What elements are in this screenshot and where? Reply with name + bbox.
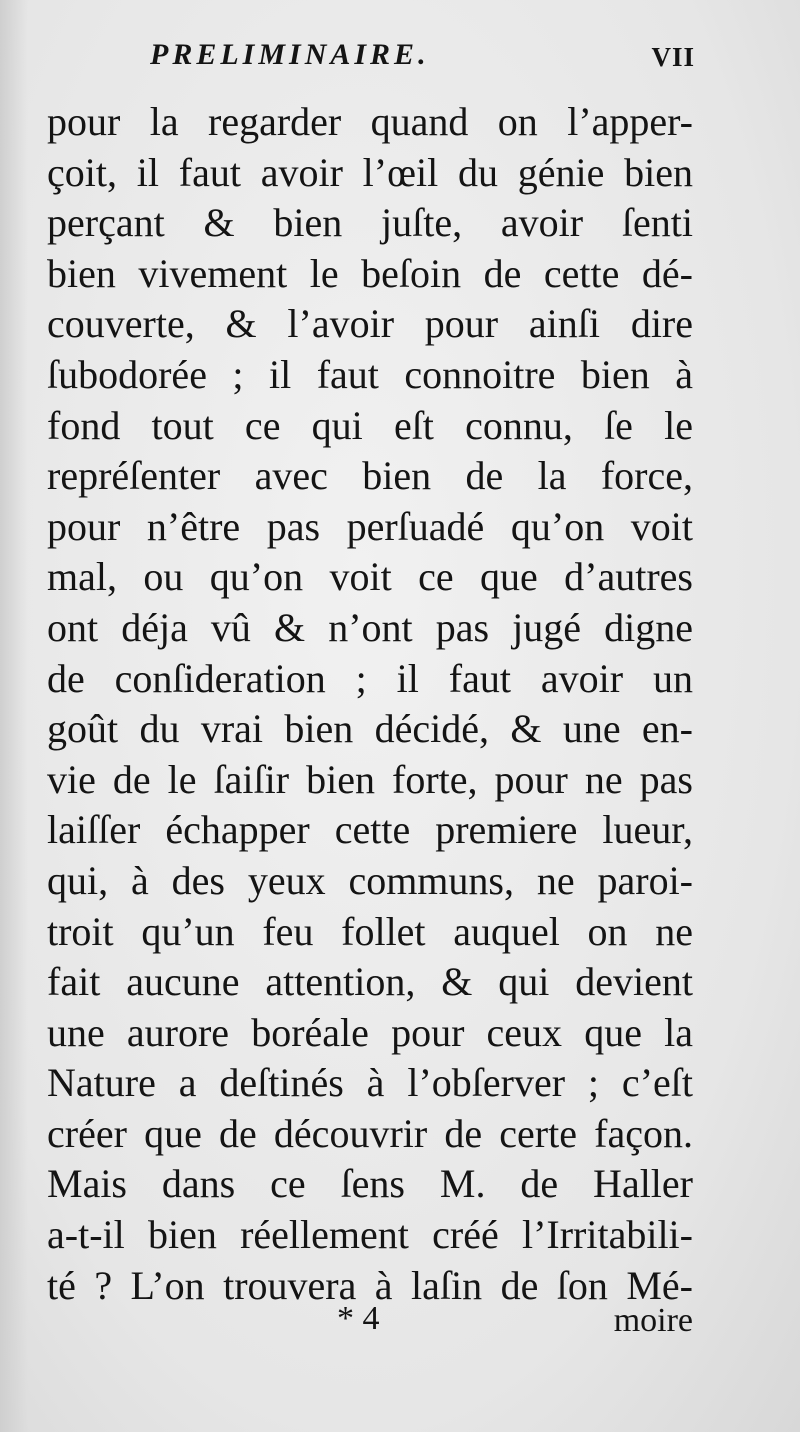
text-line: té ? L’on trouvera à laſin de ſon Mé-	[47, 1262, 693, 1308]
text-line: couverte, & l’avoir pour ainſi dire	[47, 301, 693, 347]
page-edge-shadow	[0, 0, 28, 1432]
text-line: qui, à des yeux communs, ne paroi-	[47, 857, 693, 903]
text-line: çoit, il faut avoir l’œil du génie bien	[47, 149, 693, 195]
text-line: de conſideration ; il faut avoir un	[47, 655, 693, 701]
text-line: mal, ou qu’on voit ce que d’autres	[47, 554, 693, 600]
text-line: a-t-il bien réellement créé l’Irritabili-	[47, 1212, 693, 1258]
text-line: Mais dans ce ſens M. de Haller	[47, 1161, 693, 1207]
text-line: fond tout ce qui eſt connu, ſe le	[47, 402, 693, 448]
page-footer	[47, 1300, 693, 1350]
catchword: moire	[613, 1302, 693, 1339]
text-line: une aurore boréale pour ceux que la	[47, 1009, 693, 1055]
text-line: créer que de découvrir de certe façon.	[47, 1110, 693, 1156]
text-line: bien vivement le beſoin de cette dé-	[47, 250, 693, 296]
text-line: ſubodorée ; il faut connoitre bien à	[47, 351, 693, 397]
page-header	[150, 38, 695, 88]
text-line: vie de le ſaiſir bien forte, pour ne pas	[47, 756, 693, 802]
text-line: pour la regarder quand on l’apper-	[47, 99, 693, 144]
text-line: repréſenter avec bien de la force,	[47, 453, 693, 499]
signature-mark: * 4	[337, 1300, 380, 1337]
text-line: perçant & bien juſte, avoir ſenti	[47, 200, 693, 246]
text-line: troit qu’un feu follet auquel on ne	[47, 908, 693, 954]
text-line: Nature a deſtinés à l’obſerver ; c’eſt	[47, 1060, 693, 1106]
text-line: ont déja vû & n’ont pas jugé digne	[47, 604, 693, 650]
text-line: pour n’être pas perſuadé qu’on voit	[47, 503, 693, 549]
running-head: PRELIMINAIRE.	[150, 38, 430, 71]
text-line: laiſſer échapper cette premiere lueur,	[47, 807, 693, 853]
text-line: goût du vrai bien décidé, & une en-	[47, 706, 693, 752]
page-number: VII	[651, 42, 695, 72]
text-line: fait aucune attention, & qui devient	[47, 959, 693, 1005]
body-text	[47, 97, 693, 1311]
